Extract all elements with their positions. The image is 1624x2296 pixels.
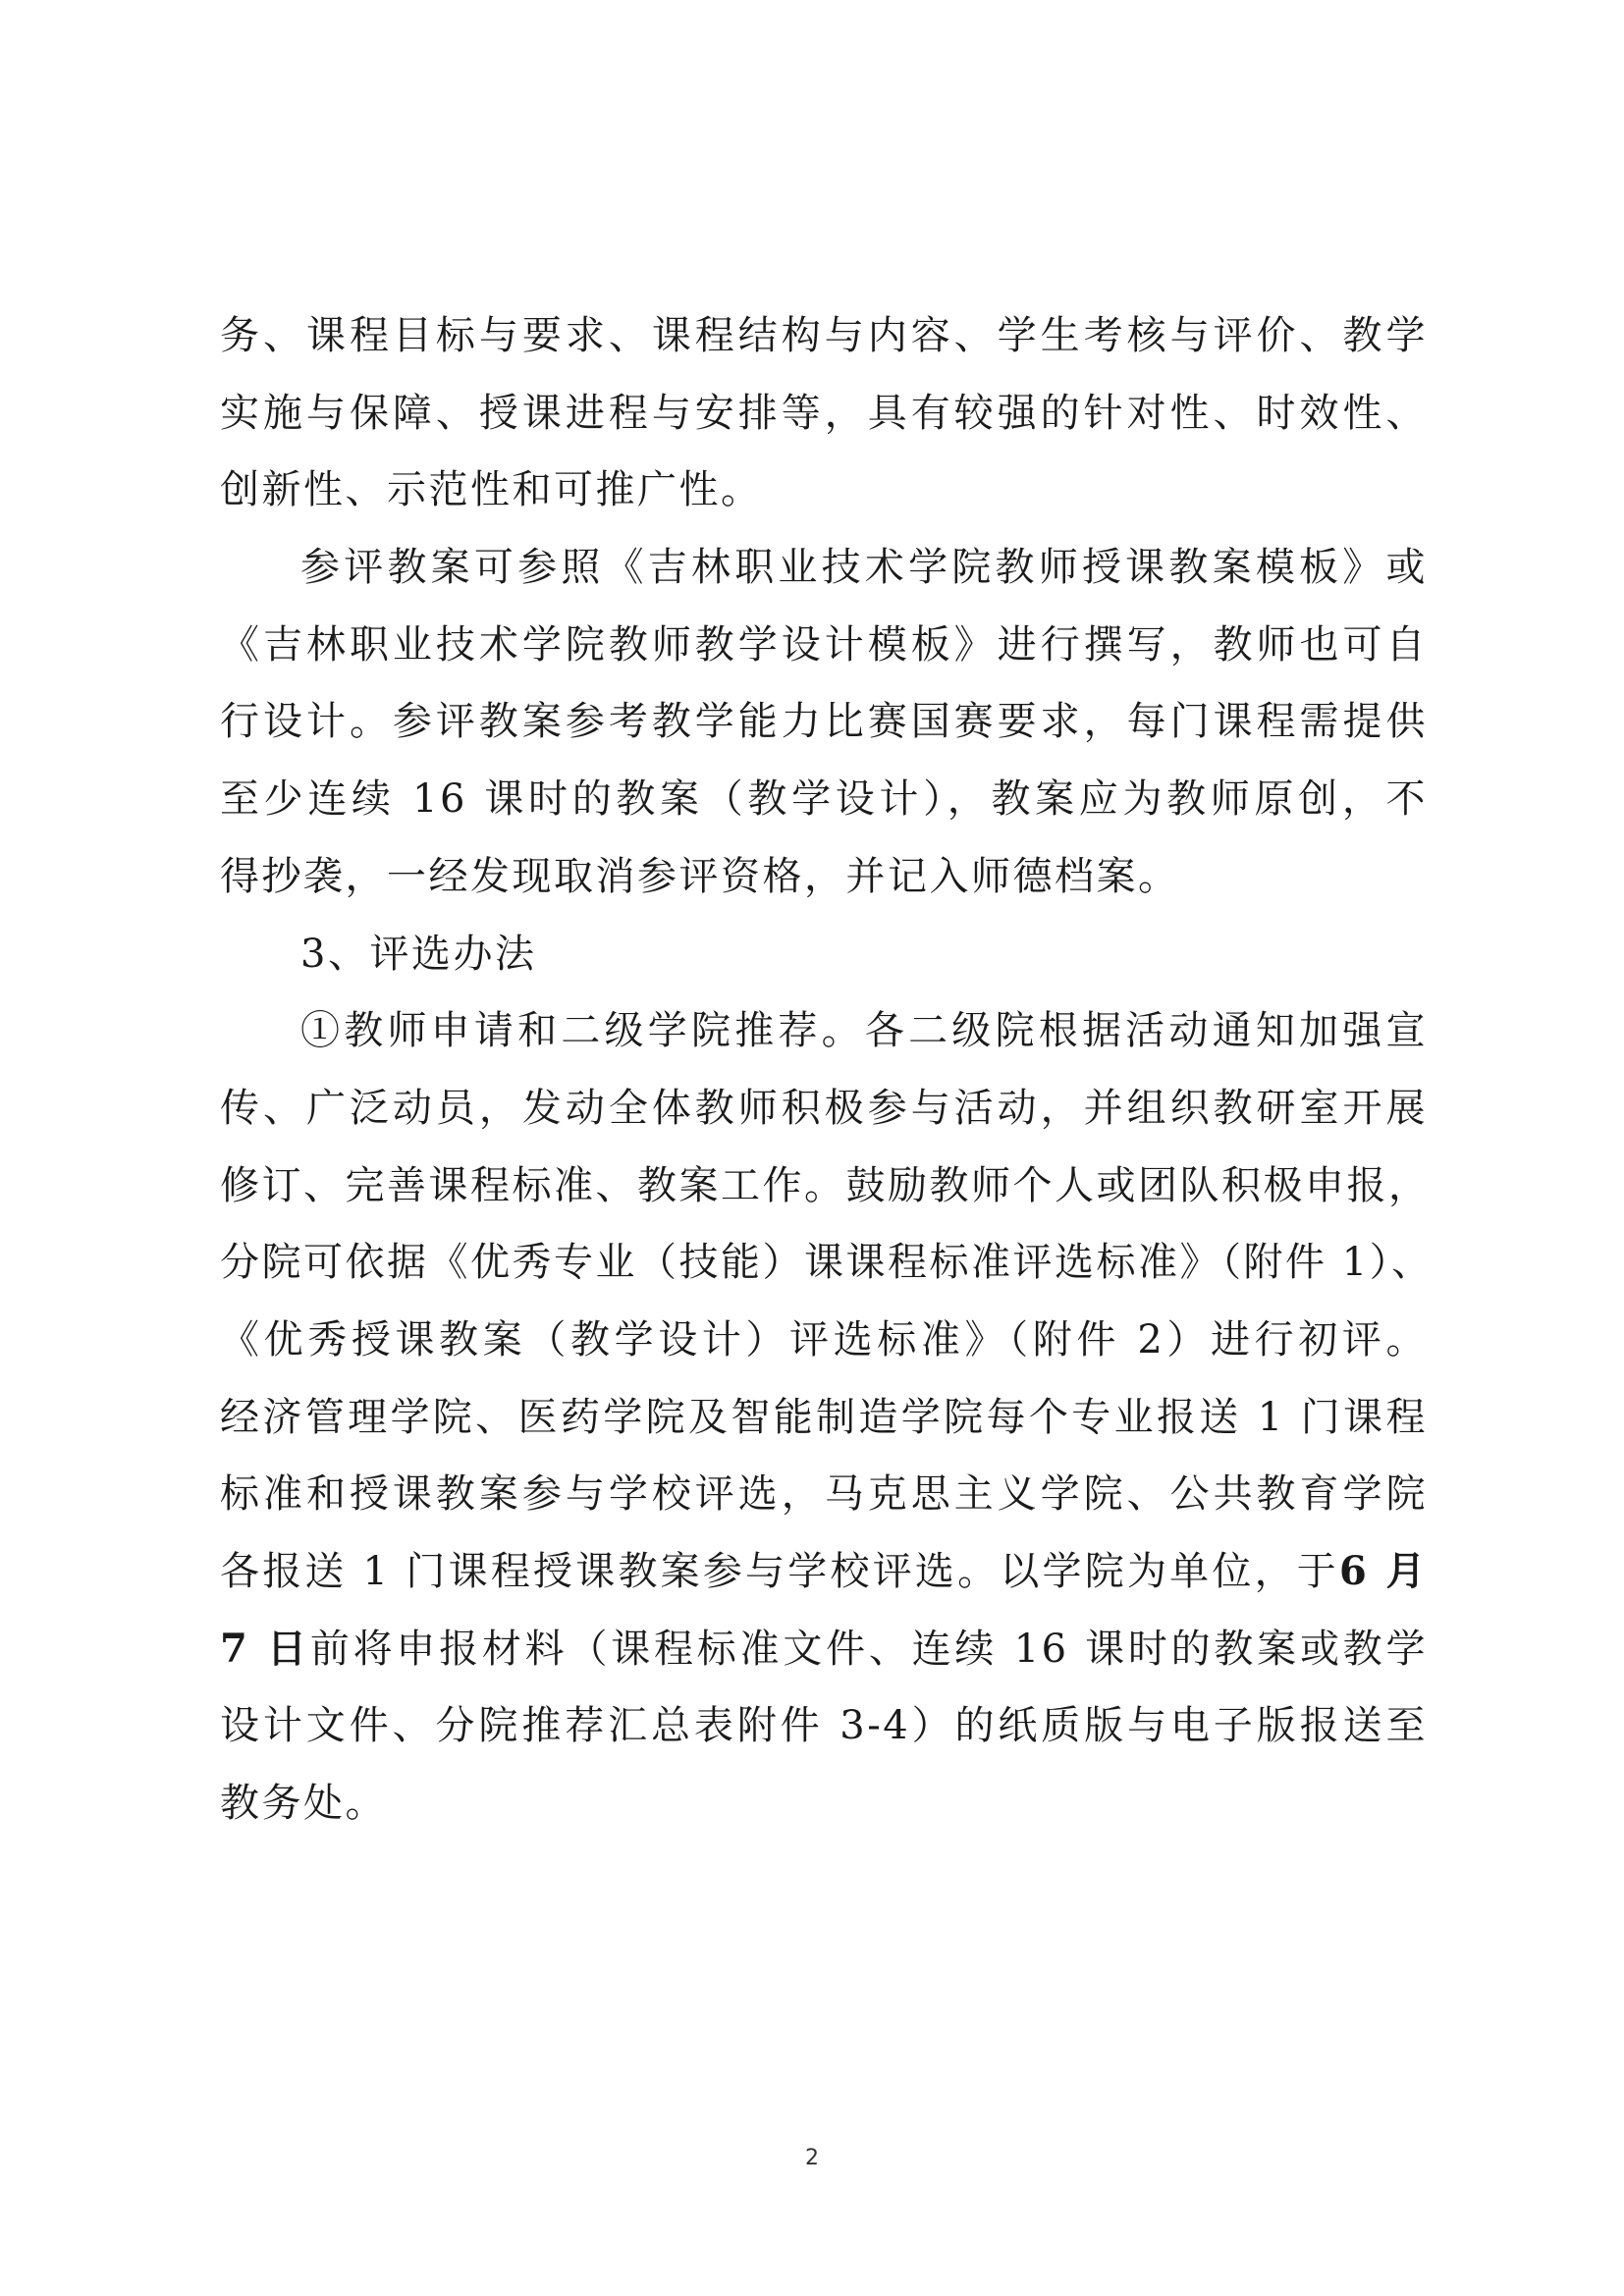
text-line: 经济管理学院、医药学院及智能制造学院每个专业报送 1 门课程 [220,1394,1428,1440]
text-line: 实施与保障、授课进程与安排等，具有较强的针对性、时效性、 [220,390,1428,436]
text-line: 务、课程目标与要求、课程结构与内容、学生考核与评价、教学 [220,313,1428,358]
text-line: 标准和授课教案参与学校评选，马克思主义学院、公共教育学院 [220,1471,1428,1518]
text-line: 《优秀授课教案（教学设计）评选标准》（附件 2）进行初评。 [220,1316,1428,1362]
text-line: 创新性、示范性和可推广性。 [220,467,763,513]
text-line: 设计文件、分院推荐汇总表附件 3-4）的纸质版与电子版报送至 [220,1703,1428,1749]
document-body [220,297,1434,1842]
text-line: 修订、完善课程标准、教案工作。鼓励教师个人或团队积极申报， [220,1162,1431,1208]
deadline-date: 6 月 [1339,1548,1428,1594]
deadline-date: 7 日 [220,1625,310,1672]
text-line: 传、广泛动员，发动全体教师积极参与活动，并组织教研室开展 [220,1085,1428,1131]
text-line: 得抄袭，一经发现取消参评资格，并记入师德档案。 [220,853,1180,899]
text-line [220,1533,1428,1611]
text-run: 前将申报材料（课程标准文件、连续 16 课时的教案或教学 [309,1626,1428,1672]
text-line: 行设计。参评教案参考教学能力比赛国赛要求，每门课程需提供 [220,699,1428,745]
text-line: 至少连续 16 课时的教案（教学设计），教案应为教师原创，不 [220,776,1428,823]
text-line: 分院可依据《优秀专业（技能）课课程标准评选标准》（附件 1）、 [220,1240,1434,1286]
text-line [220,1611,1428,1688]
text-run: 各报送 1 门课程授课教案参与学校评选。以学院为单位，于 [220,1549,1340,1594]
text-line: 教务处。 [220,1781,387,1827]
text-line: ①教师申请和二级学院推荐。各二级院根据活动通知加强宣 [300,1008,1428,1054]
text-line: 《吉林职业技术学院教师教学设计模板》进行撰写，教师也可自 [220,621,1428,667]
section-heading: 3、评选办法 [300,931,537,977]
text-line: 参评教案可参照《吉林职业技术学院教师授课教案模板》或 [300,545,1428,591]
page-number: 2 [805,2146,819,2170]
